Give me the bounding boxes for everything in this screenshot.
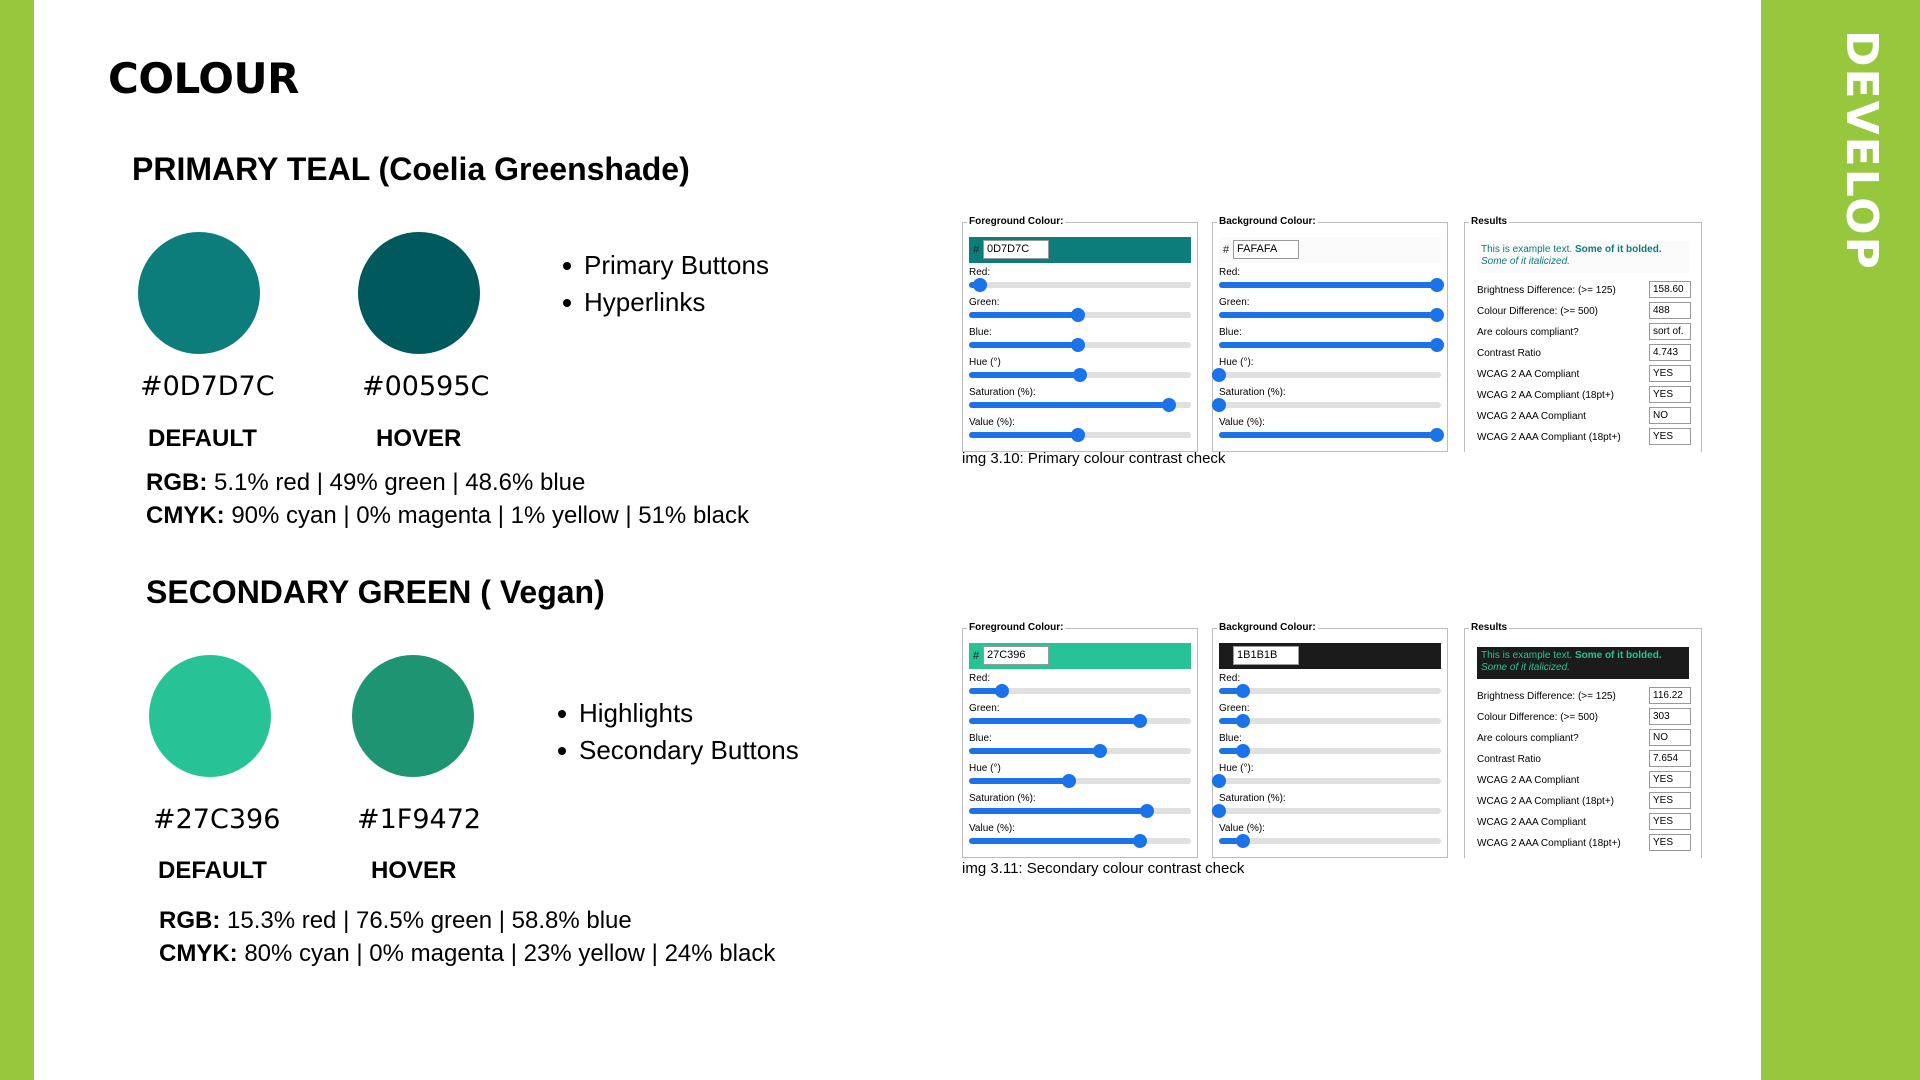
example-bold-text: Some of it bolded.: [1574, 244, 1662, 255]
slider-thumb[interactable]: [1073, 368, 1087, 382]
slider-label: Red:: [969, 267, 991, 278]
secondary-default-swatch: [149, 655, 271, 777]
result-value: sort of.: [1649, 323, 1691, 340]
slider-row: [1219, 267, 1441, 297]
slider-label: Red:: [1219, 673, 1241, 684]
slider-thumb[interactable]: [1236, 744, 1250, 758]
secondary-uses-list: [553, 695, 799, 769]
slider-track[interactable]: [969, 808, 1191, 814]
result-value: YES: [1649, 771, 1691, 788]
primary-hover-label: HOVER: [376, 425, 462, 452]
slider-fill: [969, 778, 1069, 784]
example-text-preview: [1477, 647, 1689, 679]
slider-row: [1219, 297, 1441, 327]
rgb-label: RGB:: [159, 907, 221, 934]
slider-row: [969, 733, 1191, 763]
slider-fill: [1219, 282, 1437, 288]
slider-label: Red:: [1219, 267, 1241, 278]
figure-caption: img 3.10: Primary colour contrast check: [962, 450, 1226, 467]
cmyk-value: 90% cyan | 0% magenta | 1% yellow | 51% black: [231, 502, 749, 529]
panel-legend: Results: [1471, 622, 1508, 633]
slider-track[interactable]: [969, 402, 1191, 408]
rgb-label: RGB:: [146, 469, 208, 496]
slider-label: Green:: [969, 297, 1000, 308]
result-row: [1477, 386, 1695, 404]
slider-row: [1219, 763, 1441, 793]
result-label: Contrast Ratio: [1477, 348, 1541, 359]
secondary-default-hex: #27C396: [153, 804, 281, 835]
slider-track[interactable]: [1219, 838, 1441, 844]
result-row: [1477, 323, 1695, 341]
hex-input[interactable]: 0D7D7C: [983, 240, 1049, 259]
slider-row: [969, 357, 1191, 387]
slider-track[interactable]: [1219, 402, 1441, 408]
result-row: [1477, 687, 1695, 705]
secondary-default-label: DEFAULT: [158, 857, 267, 884]
result-row: [1477, 750, 1695, 768]
slider-row: [969, 267, 1191, 297]
result-label: Brightness Difference: (>= 125): [1477, 691, 1616, 702]
slider-label: Hue (°):: [1219, 357, 1254, 368]
slider-label: Green:: [1219, 703, 1250, 714]
primary-hover-hex: #00595C: [362, 371, 490, 402]
result-label: WCAG 2 AA Compliant: [1477, 369, 1580, 380]
result-value: 116.22: [1649, 687, 1691, 704]
result-value: YES: [1649, 813, 1691, 830]
hex-input[interactable]: 1B1B1B: [1233, 646, 1299, 665]
example-text: This is example text.: [1481, 650, 1573, 661]
slider-row: [1219, 733, 1441, 763]
example-bold-text: Some of it bolded.: [1574, 650, 1662, 661]
slider-label: Blue:: [1219, 733, 1242, 744]
colour-preview-bar: [1219, 643, 1441, 669]
result-value: 7.654: [1649, 750, 1691, 767]
slider-label: Hue (°):: [1219, 763, 1254, 774]
slider-row: [969, 417, 1191, 447]
slider-label: Blue:: [1219, 327, 1242, 338]
slider-thumb[interactable]: [1133, 834, 1147, 848]
slider-thumb[interactable]: [1133, 714, 1147, 728]
slider-thumb[interactable]: [1071, 428, 1085, 442]
slider-fill: [969, 342, 1078, 348]
slider-thumb[interactable]: [973, 278, 987, 292]
slider-row: [1219, 327, 1441, 357]
slider-thumb[interactable]: [995, 684, 1009, 698]
slider-row: [1219, 823, 1441, 853]
slider-label: Saturation (%):: [1219, 387, 1286, 398]
cmyk-label: CMYK:: [159, 940, 238, 967]
slider-label: Green:: [1219, 297, 1250, 308]
slider-thumb[interactable]: [1236, 834, 1250, 848]
result-row: [1477, 407, 1695, 425]
result-row: [1477, 771, 1695, 789]
secondary-rgb-spec: [159, 904, 632, 937]
section-side-label: DEVELOP: [1836, 30, 1887, 271]
slider-row: [1219, 387, 1441, 417]
result-label: WCAG 2 AAA Compliant: [1477, 817, 1586, 828]
slider-row: [969, 703, 1191, 733]
rgb-value: 5.1% red | 49% green | 48.6% blue: [214, 469, 586, 496]
slider-thumb[interactable]: [1430, 428, 1444, 442]
panel-legend: Background Colour:: [1219, 216, 1316, 227]
result-label: Brightness Difference: (>= 125): [1477, 285, 1616, 296]
result-value: YES: [1649, 792, 1691, 809]
slider-row: [1219, 673, 1441, 703]
hash-symbol: #: [973, 650, 980, 662]
slider-row: [1219, 703, 1441, 733]
slider-thumb[interactable]: [1212, 398, 1226, 412]
slider-label: Blue:: [969, 327, 992, 338]
slider-fill: [969, 372, 1080, 378]
slider-track[interactable]: [1219, 372, 1441, 378]
result-row: [1477, 792, 1695, 810]
result-value: YES: [1649, 386, 1691, 403]
slider-fill: [969, 432, 1078, 438]
figure-caption: img 3.11: Secondary colour contrast check: [962, 860, 1245, 877]
result-row: [1477, 302, 1695, 320]
slider-row: [1219, 417, 1441, 447]
slider-fill: [969, 808, 1147, 814]
result-label: WCAG 2 AA Compliant (18pt+): [1477, 796, 1615, 807]
slider-label: Value (%):: [1219, 823, 1265, 834]
result-value: NO: [1649, 729, 1691, 746]
secondary-cmyk-spec: [159, 937, 775, 970]
primary-hover-swatch: [358, 232, 480, 354]
slider-track[interactable]: [969, 282, 1191, 288]
slider-row: [969, 763, 1191, 793]
slider-track[interactable]: [1219, 748, 1441, 754]
slider-label: Saturation (%):: [969, 387, 1036, 398]
slider-track[interactable]: [1219, 718, 1441, 724]
slider-label: Value (%):: [969, 417, 1015, 428]
colour-preview-bar: [1219, 237, 1441, 263]
slider-thumb[interactable]: [1212, 774, 1226, 788]
result-row: [1477, 708, 1695, 726]
result-row: [1477, 813, 1695, 831]
cmyk-label: CMYK:: [146, 502, 225, 529]
slider-label: Value (%):: [1219, 417, 1265, 428]
result-value: 4.743: [1649, 344, 1691, 361]
slider-track[interactable]: [1219, 778, 1441, 784]
slider-thumb[interactable]: [1430, 308, 1444, 322]
foreground-panel: [962, 622, 1198, 858]
slider-track[interactable]: [1219, 808, 1441, 814]
foreground-panel: [962, 216, 1198, 452]
slider-label: Green:: [969, 703, 1000, 714]
result-row: [1477, 281, 1695, 299]
primary-default-swatch: [138, 232, 260, 354]
slider-fill: [969, 718, 1140, 724]
slider-track[interactable]: [1219, 312, 1441, 318]
result-label: WCAG 2 AAA Compliant (18pt+): [1477, 838, 1621, 849]
slider-thumb[interactable]: [1236, 684, 1250, 698]
list-item: Highlights: [553, 695, 799, 732]
result-value: 158.60: [1649, 281, 1691, 298]
left-accent-bar: [0, 0, 34, 1080]
slider-fill: [969, 838, 1140, 844]
result-row: [1477, 834, 1695, 852]
page-title: COLOUR: [108, 54, 299, 103]
background-panel: [1212, 622, 1448, 858]
slider-label: Value (%):: [969, 823, 1015, 834]
hex-input[interactable]: FAFAFA: [1233, 240, 1299, 259]
slider-thumb[interactable]: [1212, 368, 1226, 382]
primary-section-heading: PRIMARY TEAL (Coelia Greenshade): [132, 151, 690, 187]
result-label: Are colours compliant?: [1477, 733, 1579, 744]
result-value: YES: [1649, 428, 1691, 445]
slider-row: [969, 673, 1191, 703]
slider-track[interactable]: [969, 778, 1191, 784]
slider-fill: [969, 312, 1078, 318]
result-value: 488: [1649, 302, 1691, 319]
panel-legend: Foreground Colour:: [969, 622, 1064, 633]
secondary-hover-hex: #1F9472: [357, 804, 482, 835]
list-item: Hyperlinks: [558, 284, 769, 321]
results-panel: [1464, 216, 1702, 452]
result-value: 303: [1649, 708, 1691, 725]
slider-label: Saturation (%):: [1219, 793, 1286, 804]
background-panel: [1212, 216, 1448, 452]
example-italic-text: Some of it italicized.: [1481, 662, 1570, 673]
colour-preview-bar: [969, 237, 1191, 263]
result-value: NO: [1649, 407, 1691, 424]
result-row: [1477, 344, 1695, 362]
slider-thumb[interactable]: [1162, 398, 1176, 412]
slider-track[interactable]: [969, 718, 1191, 724]
primary-default-label: DEFAULT: [148, 425, 257, 452]
slider-label: Hue (°): [969, 763, 1001, 774]
slider-fill: [1219, 312, 1437, 318]
result-label: Colour Difference: (>= 500): [1477, 712, 1598, 723]
slider-fill: [969, 402, 1169, 408]
slider-thumb[interactable]: [1093, 744, 1107, 758]
slider-thumb[interactable]: [1071, 308, 1085, 322]
hash-symbol: #: [1223, 244, 1230, 256]
colour-preview-bar: [969, 643, 1191, 669]
primary-rgb-spec: [146, 466, 585, 499]
slider-thumb[interactable]: [1140, 804, 1154, 818]
primary-uses-list: [558, 247, 769, 321]
slider-fill: [1219, 342, 1437, 348]
slider-thumb[interactable]: [1062, 774, 1076, 788]
primary-default-hex: #0D7D7C: [140, 371, 275, 402]
result-row: [1477, 729, 1695, 747]
hex-input[interactable]: 27C396: [983, 646, 1049, 665]
result-label: Are colours compliant?: [1477, 327, 1579, 338]
result-label: WCAG 2 AAA Compliant: [1477, 411, 1586, 422]
secondary-hover-label: HOVER: [371, 857, 457, 884]
slider-label: Red:: [969, 673, 991, 684]
result-value: YES: [1649, 834, 1691, 851]
slider-track[interactable]: [1219, 342, 1441, 348]
result-value: YES: [1649, 365, 1691, 382]
slider-track[interactable]: [969, 748, 1191, 754]
result-row: [1477, 365, 1695, 383]
secondary-section-heading: SECONDARY GREEN ( Vegan): [146, 574, 605, 610]
result-label: Contrast Ratio: [1477, 754, 1541, 765]
list-item: Secondary Buttons: [553, 732, 799, 769]
result-label: WCAG 2 AAA Compliant (18pt+): [1477, 432, 1621, 443]
primary-cmyk-spec: [146, 499, 749, 532]
slider-row: [969, 387, 1191, 417]
secondary-hover-swatch: [352, 655, 474, 777]
slider-row: [969, 327, 1191, 357]
slider-thumb[interactable]: [1071, 338, 1085, 352]
slider-thumb[interactable]: [1236, 714, 1250, 728]
hash-symbol: #: [973, 244, 980, 256]
slider-track[interactable]: [1219, 432, 1441, 438]
slider-thumb[interactable]: [1430, 338, 1444, 352]
panel-legend: Background Colour:: [1219, 622, 1316, 633]
slider-label: Hue (°): [969, 357, 1001, 368]
slider-fill: [1219, 432, 1437, 438]
slider-row: [1219, 793, 1441, 823]
slider-row: [969, 823, 1191, 853]
result-row: [1477, 428, 1695, 446]
slider-thumb[interactable]: [1212, 804, 1226, 818]
rgb-value: 15.3% red | 76.5% green | 58.8% blue: [227, 907, 632, 934]
result-label: WCAG 2 AA Compliant (18pt+): [1477, 390, 1615, 401]
panel-legend: Results: [1471, 216, 1508, 227]
slider-track[interactable]: [969, 838, 1191, 844]
result-label: WCAG 2 AA Compliant: [1477, 775, 1580, 786]
slider-row: [969, 297, 1191, 327]
example-text-preview: [1477, 241, 1689, 273]
results-panel: [1464, 622, 1702, 858]
slider-label: Blue:: [969, 733, 992, 744]
slider-thumb[interactable]: [1430, 278, 1444, 292]
slider-row: [969, 793, 1191, 823]
result-label: Colour Difference: (>= 500): [1477, 306, 1598, 317]
slider-track[interactable]: [1219, 688, 1441, 694]
example-text: This is example text.: [1481, 244, 1573, 255]
cmyk-value: 80% cyan | 0% magenta | 23% yellow | 24% black: [244, 940, 776, 967]
list-item: Primary Buttons: [558, 247, 769, 284]
slider-fill: [969, 748, 1100, 754]
slider-label: Saturation (%):: [969, 793, 1036, 804]
panel-legend: Foreground Colour:: [969, 216, 1064, 227]
slider-track[interactable]: [1219, 282, 1441, 288]
example-italic-text: Some of it italicized.: [1481, 256, 1570, 267]
slider-row: [1219, 357, 1441, 387]
